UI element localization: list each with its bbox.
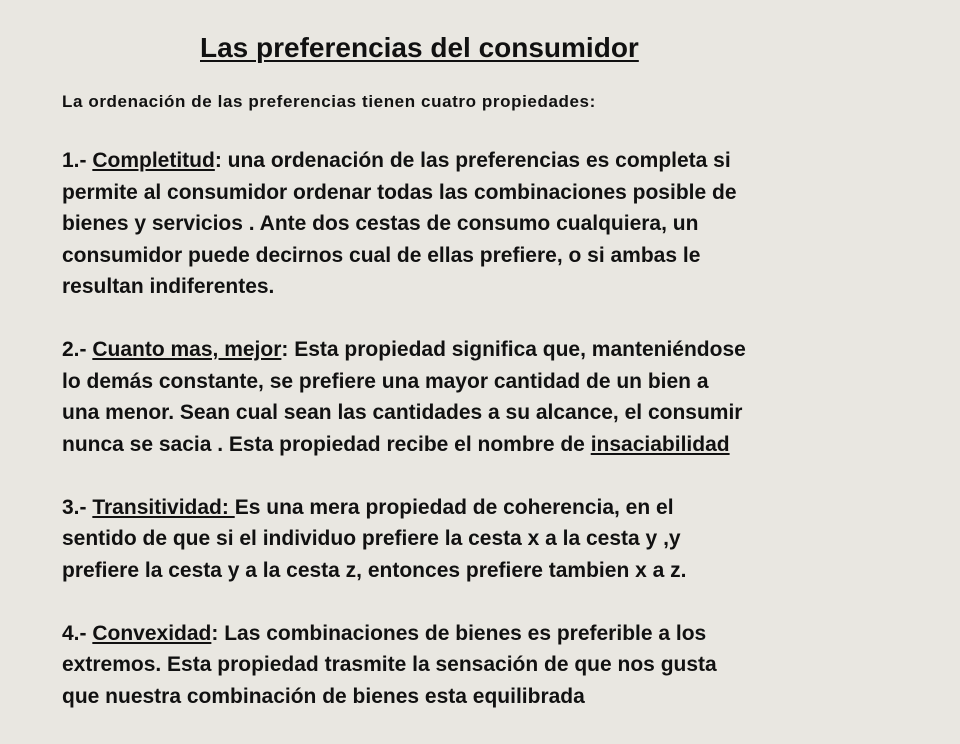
- property-separator: :: [211, 621, 225, 645]
- property-separator: :: [281, 338, 295, 361]
- property-name: Completitud: [92, 149, 215, 172]
- property-line: [62, 334, 942, 366]
- property-transitividad: [62, 492, 942, 587]
- property-text: Las combinaciones de bienes es preferible a los: [224, 621, 707, 645]
- property-line: prefiere la cesta y a la cesta z, entonces prefiere tambien x a z.: [62, 558, 687, 582]
- property-cuanto-mas-mejor: [62, 334, 942, 460]
- property-line: extremos. Esta propiedad trasmite la sensación de que nos gusta: [62, 653, 717, 676]
- property-number: 4.-: [62, 621, 93, 645]
- property-number: 1.-: [62, 149, 93, 172]
- property-text: Es una mera propiedad de coherencia, en el: [234, 495, 674, 519]
- property-number: 3.-: [62, 495, 93, 519]
- intro-text: La ordenación de las preferencias tienen cuatro propiedades:: [62, 92, 596, 111]
- property-line: que nuestra combinación de bienes esta equilibrada: [62, 684, 585, 708]
- property-text: Esta propiedad significa que, manteniéndose: [294, 338, 746, 361]
- term-insaciabilidad: insaciabilidad: [590, 432, 730, 456]
- property-line: [62, 145, 942, 177]
- property-line: una menor. Sean cual sean las cantidades a su alcance, el consumir: [62, 401, 743, 424]
- property-line: bienes y servicios . Ante dos cestas de consumo cualquiera, un: [62, 212, 699, 235]
- property-line: [62, 618, 942, 650]
- property-line: permite al consumidor ordenar todas las combinaciones posible de: [62, 180, 737, 204]
- property-line: [62, 429, 942, 461]
- property-completitud: [62, 145, 942, 303]
- properties-list: [62, 145, 942, 744]
- property-line: sentido de que si el individuo prefiere la cesta x a la cesta y ,y: [62, 527, 681, 550]
- property-number: 2.-: [62, 338, 93, 361]
- property-text: una ordenación de las preferencias es completa si: [227, 149, 731, 172]
- property-text: nunca se sacia . Esta propiedad recibe el nombre de: [62, 432, 591, 456]
- property-line: consumidor puede decirnos cual de ellas prefiere, o si ambas le: [62, 243, 701, 267]
- property-separator: :: [214, 149, 228, 172]
- property-line: lo demás constante, se prefiere una mayor cantidad de un bien a: [62, 369, 709, 393]
- property-name: Transitividad:: [92, 495, 235, 519]
- property-convexidad: [62, 618, 942, 713]
- slide-title: Las preferencias del consumidor: [200, 32, 639, 63]
- property-line: [62, 492, 942, 524]
- property-name: Convexidad: [92, 621, 212, 645]
- property-line: resultan indiferentes.: [62, 275, 275, 298]
- property-name: Cuanto mas, mejor: [92, 338, 282, 361]
